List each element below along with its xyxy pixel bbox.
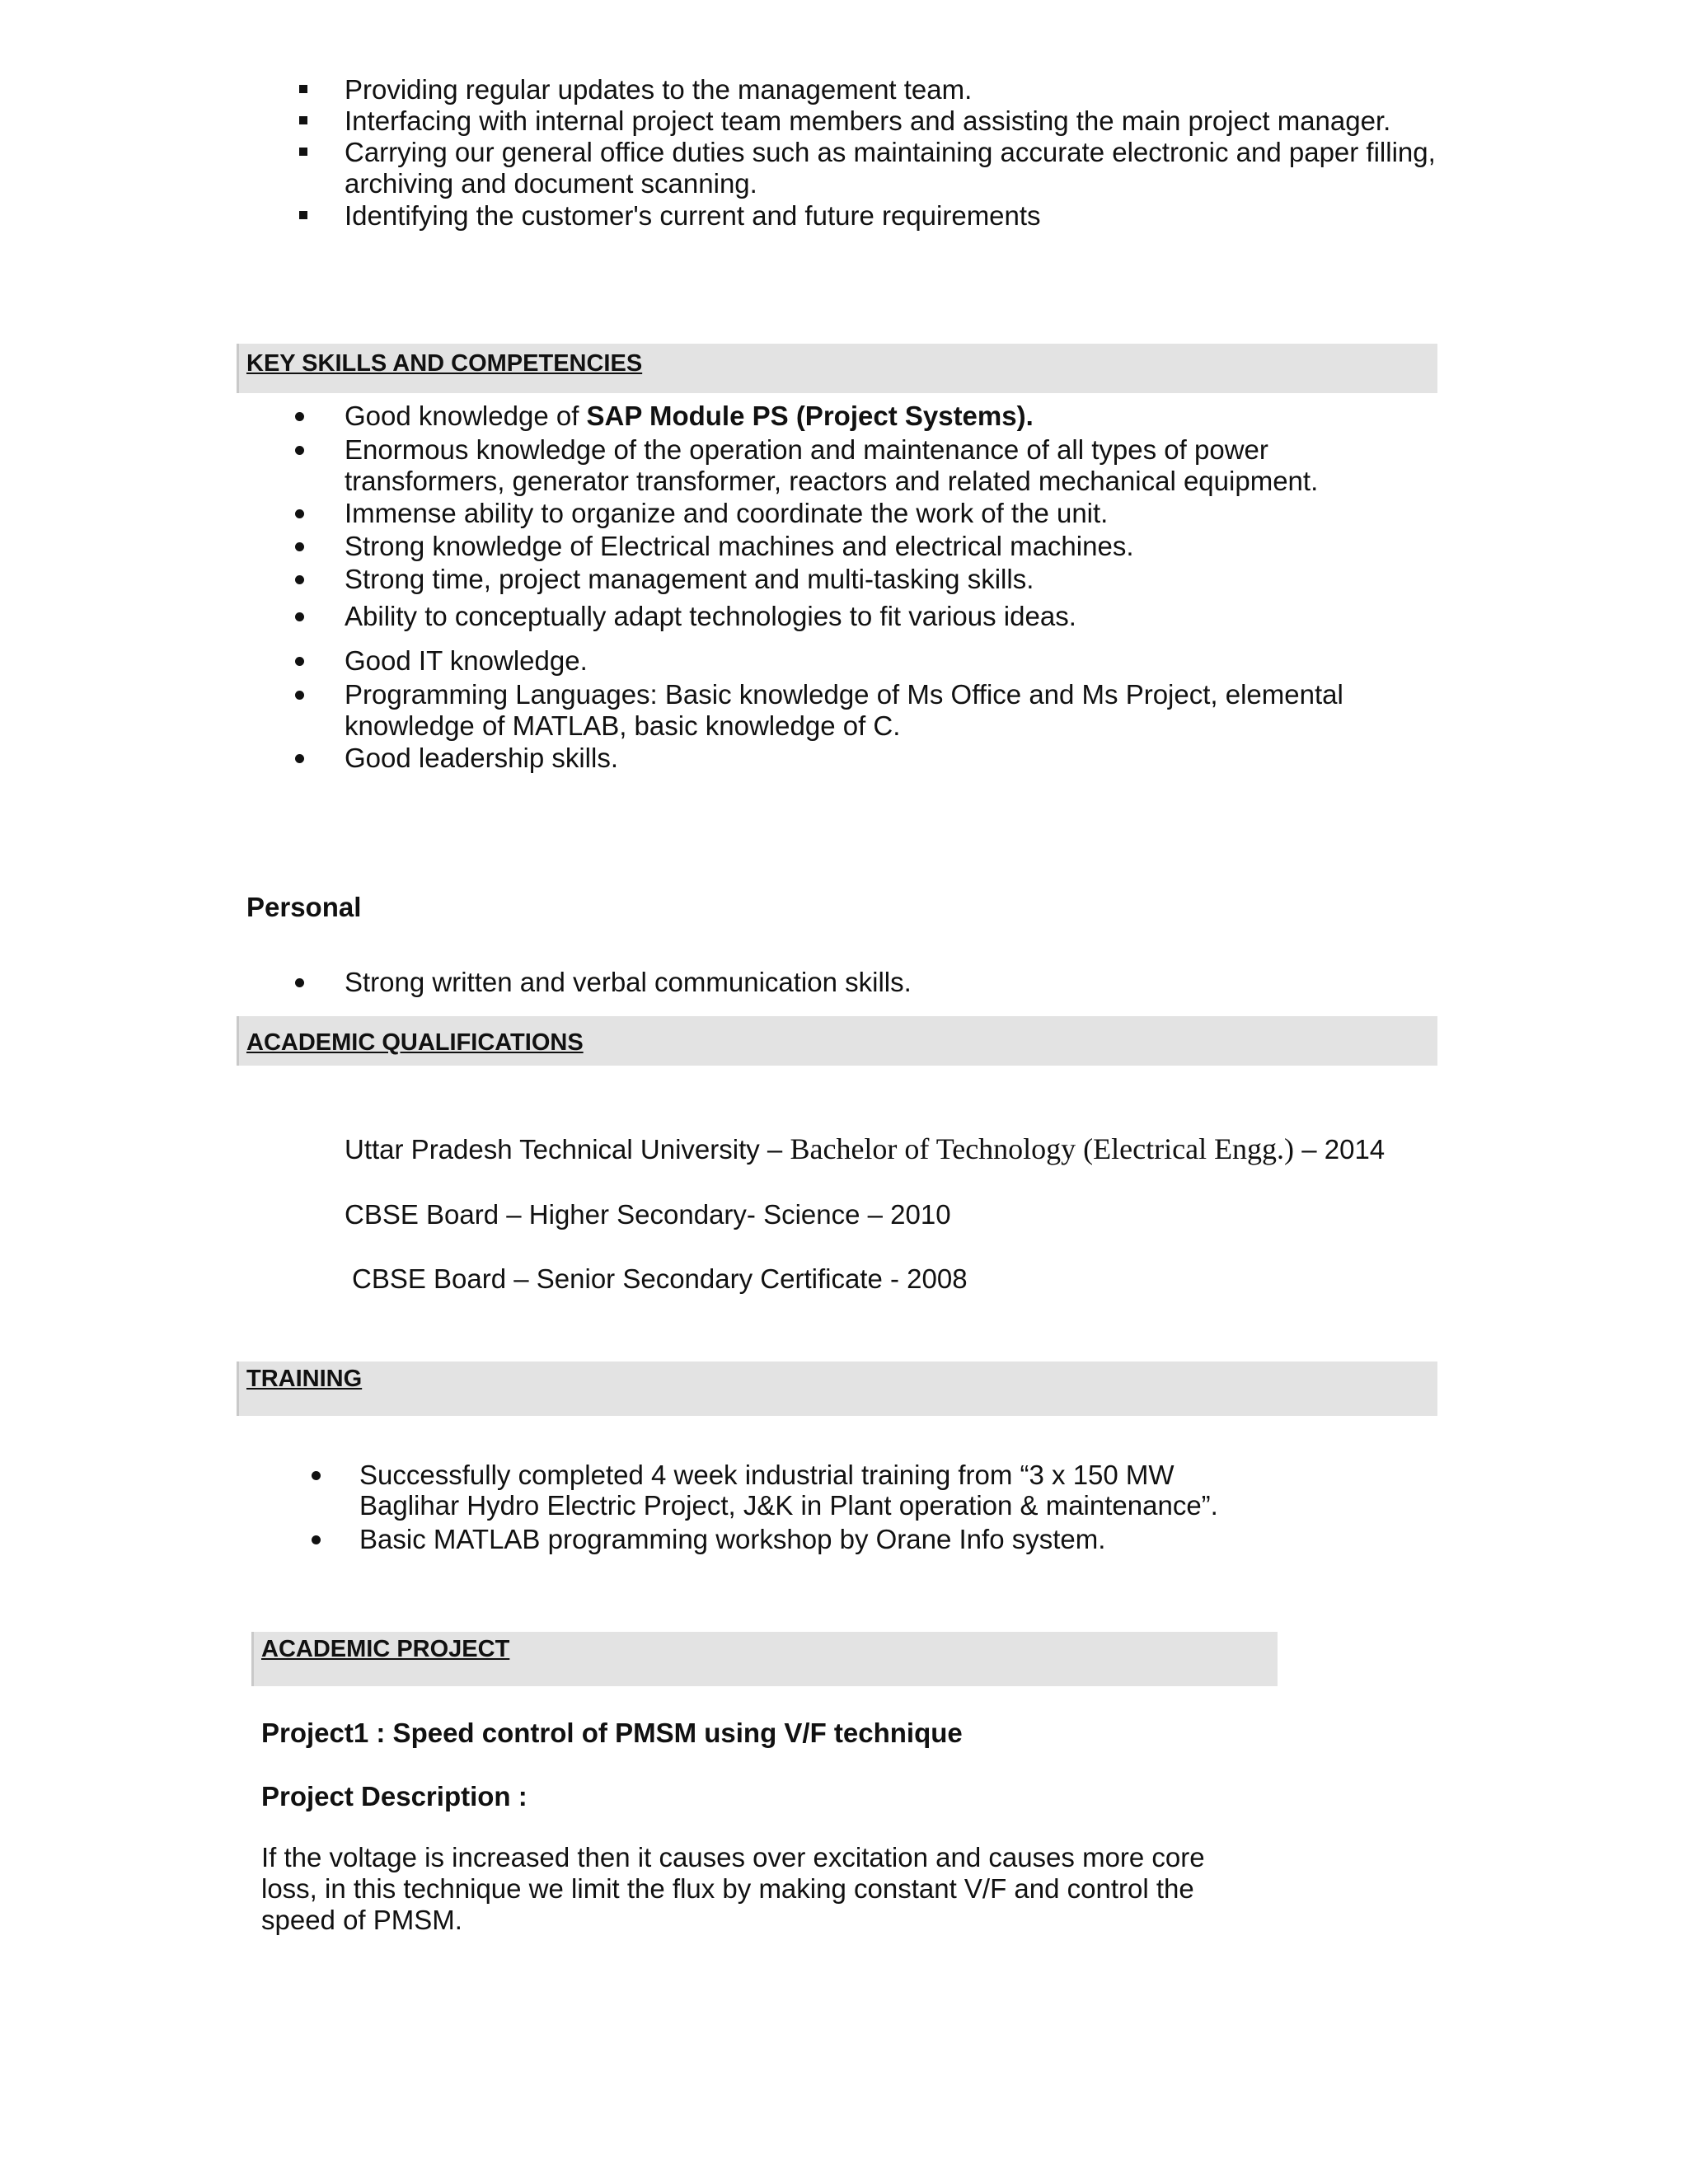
list-item-continuation: archiving and document scanning.	[345, 168, 757, 199]
bullet-icon	[295, 754, 304, 763]
qualification-year: – 2014	[1294, 1134, 1386, 1165]
project-description-line: If the voltage is increased then it causes over excitation and causes more core	[261, 1842, 1205, 1872]
section-heading-key-skills: KEY SKILLS AND COMPETENCIES	[246, 350, 643, 377]
list-item-continuation: Baglihar Hydro Electric Project, J&K in Plant operation & maintenance”.	[359, 1490, 1218, 1521]
qualification-degree: Bachelor of Technology (Electrical Engg.)	[790, 1132, 1295, 1165]
section-heading-project: ACADEMIC PROJECT	[261, 1636, 510, 1662]
bullet-icon	[295, 509, 304, 518]
list-bullet-icon	[299, 148, 307, 156]
list-bullet-icon	[299, 116, 307, 124]
bullet-icon	[295, 612, 304, 621]
project-description-heading: Project Description :	[261, 1781, 528, 1811]
skill-text-bold: SAP Module PS (Project Systems).	[586, 401, 1034, 431]
list-item: Basic MATLAB programming workshop by Orane Info system.	[359, 1524, 1106, 1554]
list-item: Identifying the customer's current and future requirements	[345, 200, 1041, 231]
bullet-icon	[312, 1471, 321, 1480]
bullet-icon	[295, 575, 304, 584]
list-bullet-icon	[299, 85, 307, 93]
section-heading-training: TRAINING	[246, 1366, 363, 1392]
list-item	[345, 400, 1034, 432]
bullet-icon	[295, 446, 304, 455]
project-description-line: loss, in this technique we limit the flux by making constant V/F and control the	[261, 1873, 1194, 1904]
project-title: Project1 : Speed control of PMSM using V/F technique	[261, 1718, 963, 1748]
skill-text: Good knowledge of	[345, 401, 587, 431]
section-header-band	[237, 1361, 1437, 1416]
bullet-icon	[295, 978, 304, 987]
qualification-item	[345, 1133, 1385, 1165]
bullet-icon	[295, 657, 304, 666]
qualification-item: CBSE Board – Higher Secondary- Science – 2010	[345, 1199, 951, 1230]
qualification-item: CBSE Board – Senior Secondary Certificate - 2008	[352, 1263, 968, 1294]
list-item: Strong knowledge of Electrical machines and electrical machines.	[345, 531, 1134, 561]
list-item: Carrying our general office duties such as maintaining accurate electronic and paper filling,	[345, 137, 1436, 167]
list-item: Successfully completed 4 week industrial training from “3 x 150 MW	[359, 1460, 1175, 1490]
section-heading-academic: ACADEMIC QUALIFICATIONS	[246, 1029, 584, 1056]
list-item: Good IT knowledge.	[345, 645, 588, 676]
list-item: Strong time, project management and multi-tasking skills.	[345, 564, 1034, 594]
bullet-icon	[312, 1535, 321, 1544]
section-heading-personal: Personal	[246, 892, 362, 922]
bullet-icon	[295, 542, 304, 551]
list-item: Enormous knowledge of the operation and maintenance of all types of power	[345, 434, 1268, 465]
list-item: Providing regular updates to the management team.	[345, 74, 973, 105]
list-item: Ability to conceptually adapt technologies to fit various ideas.	[345, 601, 1076, 631]
list-item-continuation: knowledge of MATLAB, basic knowledge of C.	[345, 710, 901, 741]
list-bullet-icon	[299, 211, 307, 219]
list-item: Good leadership skills.	[345, 743, 618, 773]
qualification-text: Uttar Pradesh Technical University –	[345, 1134, 790, 1165]
list-item-continuation: transformers, generator transformer, reactors and related mechanical equipment.	[345, 466, 1319, 496]
list-item: Programming Languages: Basic knowledge of Ms Office and Ms Project, elemental	[345, 679, 1343, 710]
bullet-icon	[295, 412, 304, 421]
list-item: Immense ability to organize and coordinate the work of the unit.	[345, 498, 1109, 528]
bullet-icon	[295, 691, 304, 700]
project-description-line: speed of PMSM.	[261, 1905, 462, 1935]
list-item: Interfacing with internal project team members and assisting the main project manager.	[345, 105, 1391, 136]
list-item: Strong written and verbal communication skills.	[345, 967, 912, 997]
